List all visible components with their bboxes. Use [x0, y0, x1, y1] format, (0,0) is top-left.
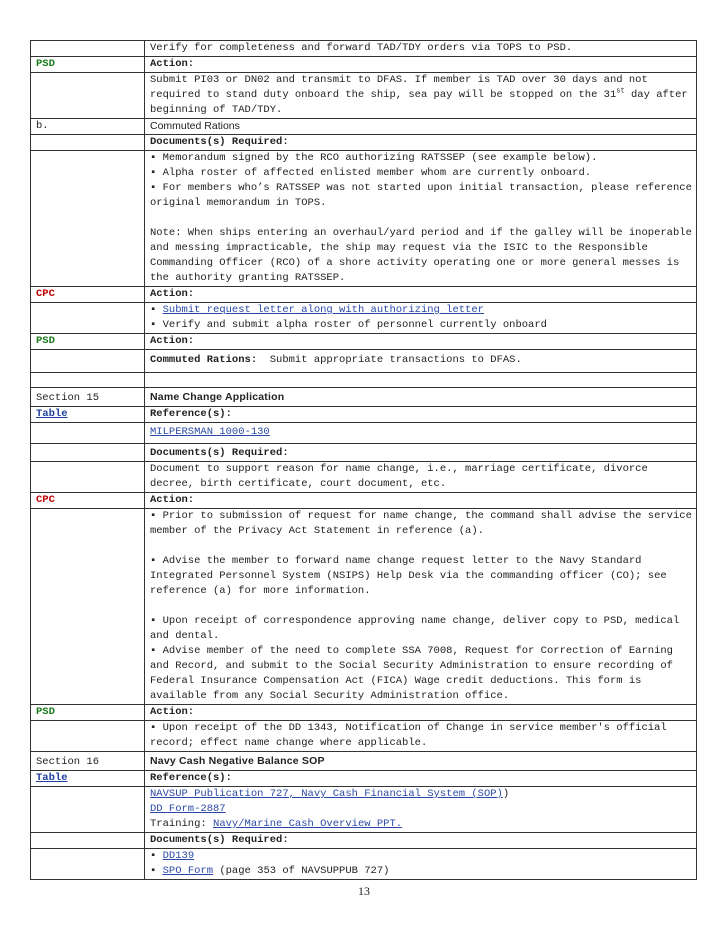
cell-text: ▪ Upon receipt of the DD 1343, Notification of Change in service member's official record; effect name change where applicable.: [145, 721, 697, 752]
action-heading: Action:: [145, 334, 697, 350]
table-row: [31, 287, 697, 303]
cell-text: Commuted Rations: Submit appropriate transactions to DFAS.: [145, 350, 697, 373]
table-row: [31, 41, 697, 57]
table-row: [31, 119, 697, 135]
table-row: [31, 509, 697, 705]
cell-text: Document to support reason for name change, i.e., marriage certificate, divorce decree, birth certificate, court document, etc.: [145, 462, 697, 493]
table-row: [31, 444, 697, 462]
table-row: [31, 787, 697, 833]
cell-text: Submit PI03 or DN02 and transmit to DFAS. If member is TAD over 30 days and not required to stand duty onboard the ship, sea pay will be stopped on the 31st day after beginning of TAD/TDY.: [145, 73, 697, 119]
documents-heading: Documents(s) Required:: [145, 833, 697, 849]
table-link[interactable]: Table: [31, 771, 145, 787]
role-label-cpc: CPC: [31, 493, 145, 509]
table-link[interactable]: Table: [31, 407, 145, 423]
table-row: [31, 833, 697, 849]
request-letter-link[interactable]: Submit request letter along with authorizing letter: [162, 304, 484, 316]
section-label: Section 15: [31, 388, 145, 407]
cell-text: [145, 303, 697, 334]
dd-form-link[interactable]: DD Form-2887: [150, 803, 226, 815]
list-item: ▪ DD139: [150, 850, 195, 862]
table-row: [31, 721, 697, 752]
action-heading: Action:: [145, 57, 697, 73]
list-item: ▪ Advise member of the need to complete SSA 7008, Request for Correction of Earning and Record, and submit to the Social Security Administration to ensure recording of Federal Insurance Compensation Act (FICA) Wage credit deductions. This form is available from any Social Security Administration office.: [150, 645, 673, 702]
table-row: [31, 334, 697, 350]
table-row: [31, 373, 697, 388]
table-row: [31, 57, 697, 73]
section-title: Navy Cash Negative Balance SOP: [145, 752, 697, 771]
table-row: [31, 73, 697, 119]
role-label-cpc: CPC: [31, 287, 145, 303]
documents-heading: Documents(s) Required:: [145, 135, 697, 151]
section-title: Name Change Application: [145, 388, 697, 407]
cell-text: NAVSUP Publication 727, Navy Cash Financial System (SOP)) DD Form-2887 Training: Navy/Marine Cash Overview PPT.: [145, 787, 697, 833]
page-number: 13: [358, 884, 370, 898]
note-text: Note: When ships entering an overhaul/yard period and if the galley will be inoperable and messing impracticable, the ship may request via the ISIC to the Responsible Commanding Officer (RCO) of a shore activity operating one or more general messes is the authority granting RATSSEP.: [150, 227, 692, 284]
table-row: [31, 423, 697, 444]
table-row: [31, 350, 697, 373]
action-heading: Action:: [145, 705, 697, 721]
table-row: [31, 135, 697, 151]
table-row: [31, 705, 697, 721]
list-item: ▪ For members who’s RATSSEP was not started upon initial transaction, please reference original memorandum in TOPS.: [150, 182, 692, 209]
references-heading: Reference(s):: [145, 407, 697, 423]
references-heading: Reference(s):: [145, 771, 697, 787]
table-row: [31, 771, 697, 787]
table-row: [31, 388, 697, 407]
list-item: ▪ Alpha roster of affected enlisted member whom are currently onboard.: [150, 167, 592, 179]
cell-text: [145, 849, 697, 880]
table-row: [31, 849, 697, 880]
table-row: [31, 493, 697, 509]
list-item: ▪ SPO Form (page 353 of NAVSUPPUB 727): [150, 865, 390, 877]
table-row: [31, 303, 697, 334]
role-label-psd: PSD: [31, 57, 145, 73]
table-row: [31, 407, 697, 423]
cell-text: Verify for completeness and forward TAD/TDY orders via TOPS to PSD.: [145, 41, 697, 57]
table-row: [31, 151, 697, 287]
spo-form-link[interactable]: SPO Form: [162, 865, 214, 877]
item-title: Commuted Rations: [145, 119, 697, 135]
navsup-publication-link[interactable]: NAVSUP Publication 727, Navy Cash Financial System (SOP): [150, 788, 503, 800]
table-row: [31, 752, 697, 771]
cell-text: [145, 151, 697, 287]
procedure-table: [30, 40, 697, 880]
action-heading: Action:: [145, 493, 697, 509]
list-item: ▪ Advise the member to forward name change request letter to the Navy Standard Integrated Personnel System (NSIPS) Help Desk via the commanding officer (CO); see reference (a) for more information.: [150, 555, 667, 597]
section-label: Section 16: [31, 752, 145, 771]
milpersman-link[interactable]: MILPERSMAN 1000-130: [150, 426, 270, 438]
action-heading: Action:: [145, 287, 697, 303]
role-label-psd: PSD: [31, 334, 145, 350]
list-item: ▪ Prior to submission of request for name change, the command shall advise the service member of the Privacy Act Statement in reference (a).: [150, 510, 692, 537]
item-label: b.: [31, 119, 145, 135]
dd139-link[interactable]: DD139: [162, 850, 195, 862]
table-row: [31, 462, 697, 493]
documents-heading: Documents(s) Required:: [145, 444, 697, 462]
cell-text: [145, 509, 697, 705]
list-item: ▪ Submit request letter along with authorizing letter: [150, 304, 484, 316]
list-item: ▪ Memorandum signed by the RCO authorizing RATSSEP (see example below).: [150, 152, 598, 164]
training-link[interactable]: Navy/Marine Cash Overview PPT.: [213, 818, 403, 830]
list-item: ▪ Verify and submit alpha roster of personnel currently onboard: [150, 319, 547, 331]
list-item: ▪ Upon receipt of correspondence approving name change, deliver copy to PSD, medical and dental.: [150, 615, 680, 642]
role-label-psd: PSD: [31, 705, 145, 721]
